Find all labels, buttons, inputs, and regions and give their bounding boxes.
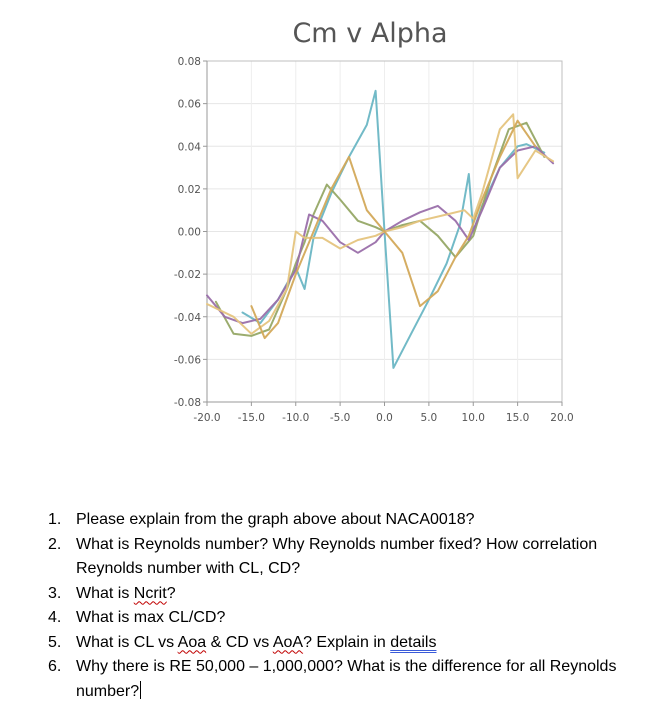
question-text: ? Explain in <box>303 633 391 651</box>
question-item <box>48 508 648 533</box>
question-item <box>48 533 648 582</box>
y-tick-label: 0.06 <box>177 98 201 111</box>
y-tick-label: 0.04 <box>177 141 201 154</box>
y-tick-label: -0.06 <box>173 354 201 367</box>
question-number: 4. <box>48 609 62 626</box>
question-item <box>48 655 648 704</box>
question-text: What is <box>76 584 134 602</box>
question-text: What is Reynolds number? Why Reynolds number fixed? How correlation Reynolds number with CL, CD? <box>76 535 598 577</box>
tick-labels <box>174 56 574 424</box>
x-tick-label: -10.0 <box>282 412 310 424</box>
y-tick-label: -0.08 <box>173 397 201 409</box>
question-text: Why there is RE 50,000 – 1,000,000? What is the difference for all Reynolds number? <box>76 658 617 700</box>
x-tick-label: 5.0 <box>420 412 438 424</box>
grammar-word: details <box>390 633 437 651</box>
question-number: 5. <box>48 633 62 651</box>
question-number: 3. <box>48 584 62 602</box>
y-tick-label: -0.04 <box>173 311 201 324</box>
question-number: 2. <box>48 535 62 553</box>
question-item <box>48 631 648 656</box>
question-text: & CD vs <box>206 633 273 651</box>
x-tick-label: -20.0 <box>193 412 221 424</box>
text-cursor[interactable] <box>140 681 141 699</box>
x-tick-label: -5.0 <box>329 412 351 424</box>
question-list <box>48 508 648 704</box>
y-tick-label: -0.02 <box>173 269 201 282</box>
x-tick-label: -15.0 <box>237 412 265 424</box>
question-number: 1. <box>48 511 62 528</box>
y-tick-label: 0.00 <box>177 226 201 239</box>
question-text: What is CL vs <box>76 633 178 651</box>
question-text: ? <box>166 584 176 602</box>
question-item <box>48 582 648 607</box>
spellcheck-word: Aoa <box>177 633 207 651</box>
question-item <box>48 606 648 631</box>
spellcheck-word: AoA <box>272 633 304 651</box>
x-tick-label: 0.0 <box>376 412 393 424</box>
question-text: What is max CL/CD? <box>76 609 226 626</box>
spellcheck-word: Ncrit <box>133 584 167 602</box>
x-tick-label: 10.0 <box>461 412 485 424</box>
x-tick-label: 15.0 <box>505 412 530 424</box>
x-tick-label: 20.0 <box>550 412 574 424</box>
chart-series <box>207 91 553 368</box>
question-number: 6. <box>48 658 62 675</box>
question-text: Please explain from the graph above about NACA0018? <box>76 511 475 528</box>
y-tick-label: 0.02 <box>177 183 201 196</box>
chart-title: Cm v Alpha <box>292 18 448 49</box>
y-tick-label: 0.08 <box>177 56 201 68</box>
